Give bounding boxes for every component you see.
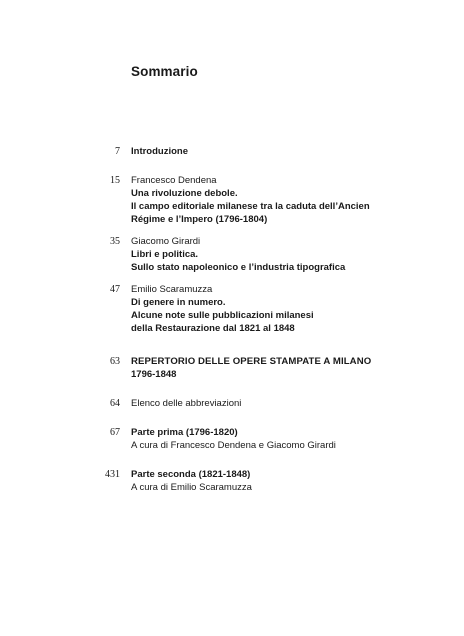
toc-page-number: 47	[110, 284, 120, 295]
toc-author-line: A cura di Francesco Dendena e Giacomo Girardi	[131, 440, 336, 451]
toc-title-line: Parte prima (1796-1820)	[131, 427, 238, 438]
toc-author-line: A cura di Emilio Scaramuzza	[131, 482, 252, 493]
toc-author-line: Giacomo Girardi	[131, 236, 201, 247]
toc-page-number: 35	[110, 236, 120, 247]
toc-entry-text	[131, 174, 431, 226]
toc-title-line: Il campo editoriale milanese tra la caduta dell’Ancien	[131, 201, 370, 212]
toc-page-number: 67	[110, 427, 120, 438]
toc-entry	[0, 235, 464, 274]
toc-title-line: Parte seconda (1821-1848)	[131, 469, 251, 480]
toc-page-number: 15	[110, 175, 120, 186]
toc-title-line: REPERTORIO DELLE OPERE STAMPATE A MILANO	[131, 356, 372, 367]
toc-entry	[0, 426, 464, 452]
toc-entry	[0, 397, 464, 410]
toc-page-number: 7	[115, 146, 120, 157]
toc-entry	[0, 145, 464, 158]
toc-title-line: Una rivoluzione debole.	[131, 188, 238, 199]
toc-title-line: Alcune note sulle pubblicazioni milanesi	[131, 310, 314, 321]
toc-entry-text	[131, 355, 431, 381]
toc-entry-text	[131, 397, 431, 410]
toc-entry-text	[131, 235, 431, 274]
toc-author-line: Elenco delle abbreviazioni	[131, 398, 242, 409]
toc-entry	[0, 355, 464, 381]
toc-page-number: 431	[105, 469, 120, 480]
toc-author-line: Emilio Scaramuzza	[131, 284, 213, 295]
toc-title-line: Régime e l’Impero (1796-1804)	[131, 214, 268, 225]
toc-title-line: Di genere in numero.	[131, 297, 226, 308]
toc-title-line: Libri e politica.	[131, 249, 199, 260]
toc-entry	[0, 174, 464, 226]
toc-entry-text	[131, 468, 431, 494]
toc-page-number: 64	[110, 398, 120, 409]
page-title: Sommario	[131, 64, 198, 79]
table-of-contents	[0, 145, 464, 510]
toc-entry-text	[131, 426, 431, 452]
toc-title-line: 1796-1848	[131, 369, 177, 380]
toc-page-number: 63	[110, 356, 120, 367]
toc-title-line: della Restaurazione dal 1821 al 1848	[131, 323, 295, 334]
toc-entry-text	[131, 283, 431, 335]
toc-author-line: Francesco Dendena	[131, 175, 217, 186]
toc-entry	[0, 468, 464, 494]
toc-entry-text	[131, 145, 431, 158]
toc-title-line: Sullo stato napoleonico e l’industria tipografica	[131, 262, 346, 273]
toc-title-line: Introduzione	[131, 146, 188, 157]
toc-entry	[0, 283, 464, 335]
